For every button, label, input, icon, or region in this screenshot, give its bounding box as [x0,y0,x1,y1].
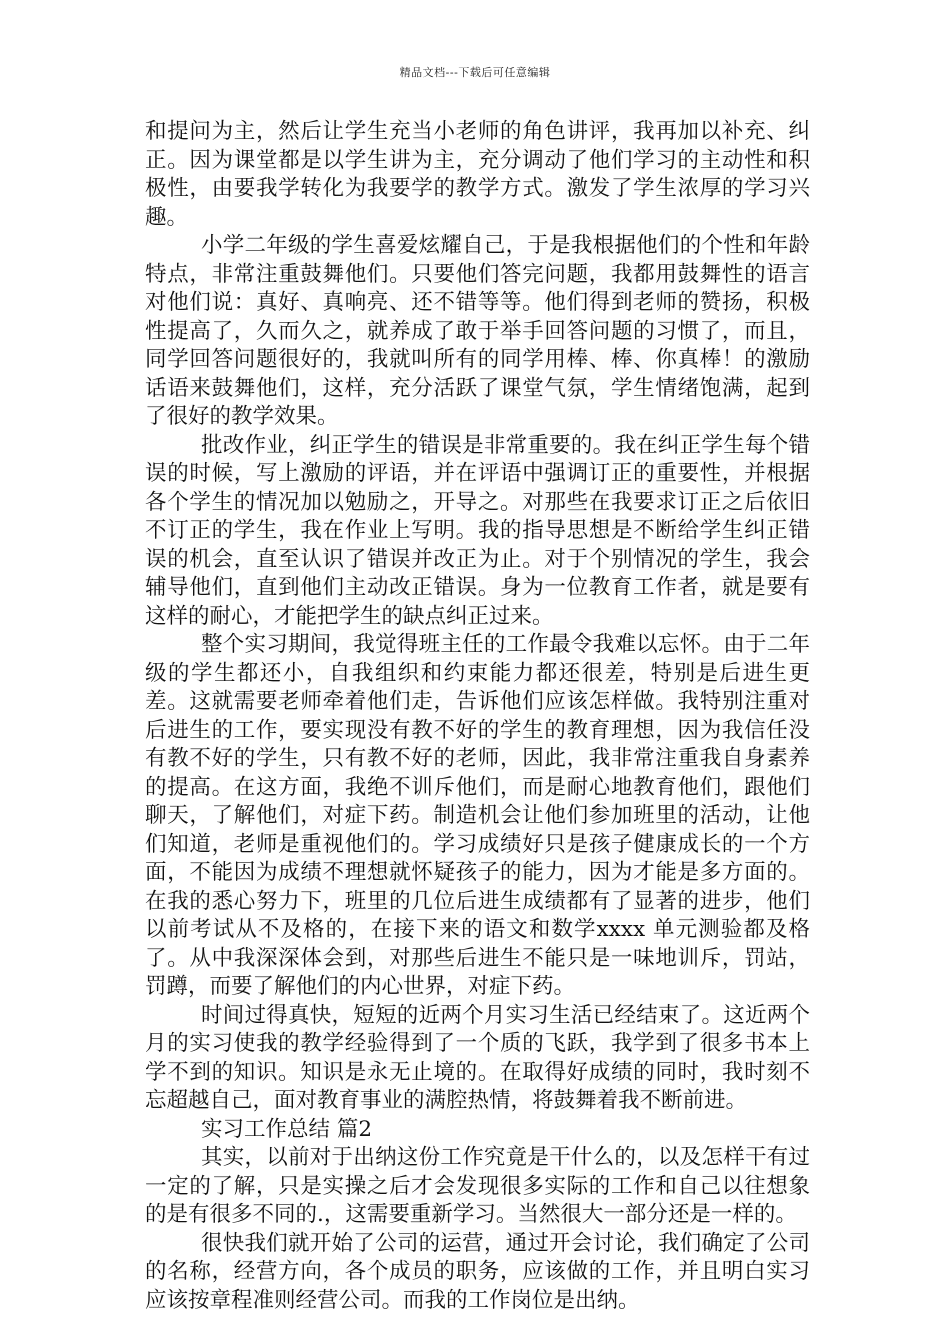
document-body [145,118,810,1315]
paragraph-5: 时间过得真快，短短的近两个月实习生活已经结束了。这近两个月的实习使我的教学经验得到了一个质的飞跃，我学到了很多书本上学不到的知识。知识是永无止境的。在取得好成绩的同时，我时刻不忘超越自己，面对教育事业的满腔热情，将鼓舞着我不断前进。 [145,1002,810,1113]
paragraph-7: 很快我们就开始了公司的运营，通过开会讨论，我们确定了公司的名称，经营方向，各个成员的职务，应该做的工作，并且明白实习应该按章程准则经营公司。而我的工作岗位是出纳。 [145,1230,810,1313]
page-header: 精品文档---下载后可任意编辑 [399,66,551,79]
paragraph-1: 和提问为主，然后让学生充当小老师的角色讲评，我再加以补充、纠正。因为课堂都是以学生讲为主，充分调动了他们学习的主动性和积极性，由要我学转化为我要学的教学方式。激发了学生浓厚的学习兴趣。 [145,119,810,230]
paragraph-3: 批改作业，纠正学生的错误是非常重要的。我在纠正学生每个错误的时候，写上激励的评语，并在评语中强调订正的重要性，并根据各个学生的情况加以勉励之，开导之。对那些在我要求订正之后依旧不订正的学生，我在作业上写明。我的指导思想是不断给学生纠正错误的机会，直至认识了错误并改正为止。对于个别情况的学生，我会辅导他们，直到他们主动改正错误。身为一位教育工作者，就是要有这样的耐心，才能把学生的缺点纠正过来。 [145,432,810,629]
paragraph-4: 整个实习期间，我觉得班主任的工作最令我难以忘怀。由于二年级的学生都还小，自我组织和约束能力都还很差，特别是后进生更差。这就需要老师牵着他们走，告诉他们应该怎样做。我特别注重对后进生的工作，要实现没有教不好的学生的教育理想，因为我信任没有教不好的学生，只有教不好的老师，因此，我非常注重我自身素养的提高。在这方面，我绝不训斥他们，而是耐心地教育他们，跟他们聊天，了解他们，对症下药。制造机会让他们参加班里的活动，让他们知道，老师是重视他们的。学习成绩好只是孩子健康成长的一个方面，不能因为成绩不理想就怀疑孩子的能力，因为才能是多方面的。在我的悉心努力下，班里的几位后进生成绩都有了显著的进步，他们以前考试从不及格的，在接下来的语文和数学xxxx 单元测验都及格了。从中我深深体会到，对那些后进生不能只是一味地训斥，罚站，罚蹲，而要了解他们的内心世界，对症下药。 [145,632,810,999]
section-heading: 实习工作总结 篇2 [201,1116,373,1142]
paragraph-6: 其实，以前对于出纳这份工作究竟是干什么的，以及怎样干有过一定的了解，只是实操之后才会发现很多实际的工作和自己以往想象的是有很多不同的.，这需要重新学习。当然很大一部分还是一样的。 [145,1145,810,1227]
paragraph-2: 小学二年级的学生喜爱炫耀自己，于是我根据他们的个性和年龄特点，非常注重鼓舞他们。只要他们答完问题，我都用鼓舞性的语言对他们说：真好、真响亮、还不错等等。他们得到老师的赞扬，积极性提高了，久而久之，就养成了敢于举手回答问题的习惯了，而且，同学回答问题很好的，我就叫所有的同学用棒、棒、你真棒！的激励话语来鼓舞他们，这样，充分活跃了课堂气氛，学生情绪饱满，起到了很好的教学效果。 [145,233,810,429]
